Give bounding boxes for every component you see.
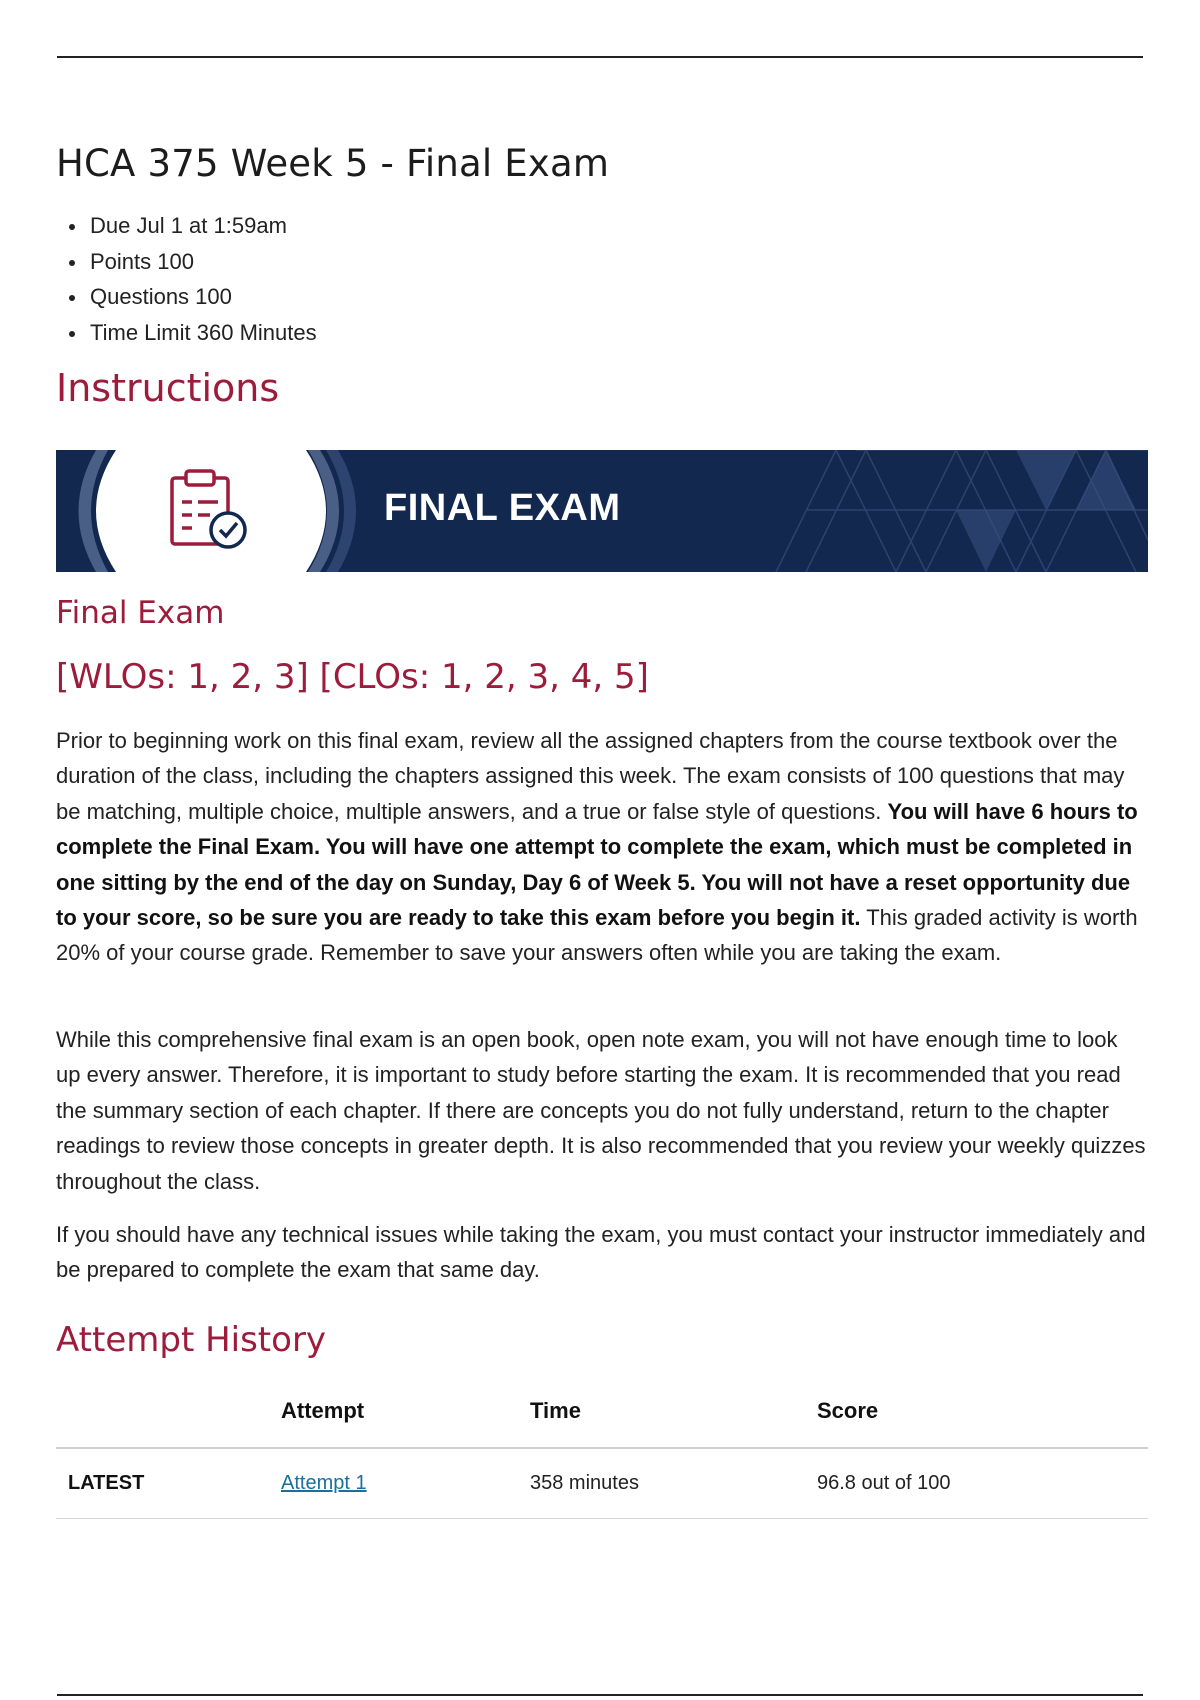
final-exam-heading: Final Exam — [56, 595, 225, 631]
attempt-history-heading: Attempt History — [56, 1320, 327, 1360]
top-divider — [57, 56, 1143, 58]
attempt-score: 96.8 out of 100 — [817, 1472, 951, 1494]
banner-title: FINAL EXAM — [384, 487, 621, 529]
attempt-1-link[interactable]: Attempt 1 — [281, 1472, 367, 1494]
latest-label: LATEST — [68, 1472, 145, 1494]
instructions-paragraph-2: While this comprehensive final exam is an open book, open note exam, you will not have enough time to look up every answer. Therefore, it is important to study before starting the exam. It is recommended that you read the summary section of each chapter. If there are concepts you do not fully understand, return to the chapter readings to review those concepts in greater depth. It is also recommended that you review your weekly quizzes throughout the class. — [56, 1027, 1146, 1194]
instructions-heading: Instructions — [56, 366, 280, 410]
time-limit: Time Limit 360 Minutes — [56, 315, 317, 351]
column-header-time: Time — [530, 1398, 581, 1423]
paragraph-1-intro: Prior to beginning work on this final exam, review all the assigned chapters from the course textbook over the duration of the class, including the chapters assigned this week. The exam consists of 100 questions that may be matching, multiple choice, multiple answers, and a true or false style of questions. — [56, 728, 1125, 824]
bottom-divider — [57, 1694, 1143, 1696]
learning-outcomes: [WLOs: 1, 2, 3] [CLOs: 1, 2, 3, 4, 5] — [56, 657, 649, 697]
exam-details-list — [56, 208, 317, 350]
page-title: HCA 375 Week 5 - Final Exam — [56, 142, 610, 185]
due-date: Due Jul 1 at 1:59am — [56, 208, 317, 244]
table-header — [56, 1376, 1148, 1448]
paragraph-1-outro: This graded activity is worth 20% of your course grade. Remember to save your answers often while you are taking the exam. — [56, 905, 1138, 966]
paragraph-1-bold: You will have 6 hours to complete the Final Exam. You will have one attempt to complete the exam, which must be completed in one sitting by the end of the day on Sunday, Day 6 of Week 5. You will not have a reset opportunity due to your score, so be sure you are ready to take this exam before you begin it. — [56, 798, 1138, 931]
instructions-paragraph-3: If you should have any technical issues while taking the exam, you must contact your instructor immediately and be prepared to complete the exam that same day. — [56, 1222, 1146, 1283]
clipboard-check-icon — [166, 468, 256, 559]
column-header-attempt: Attempt — [281, 1398, 365, 1423]
instructions-paragraph-1 — [56, 723, 1146, 971]
column-header-score: Score — [817, 1398, 879, 1423]
table-row — [56, 1448, 1148, 1519]
questions-count: Questions 100 — [56, 279, 317, 315]
attempt-history-table — [56, 1376, 1148, 1519]
final-exam-banner — [56, 450, 1148, 572]
points: Points 100 — [56, 244, 317, 280]
attempt-time: 358 minutes — [530, 1472, 639, 1494]
